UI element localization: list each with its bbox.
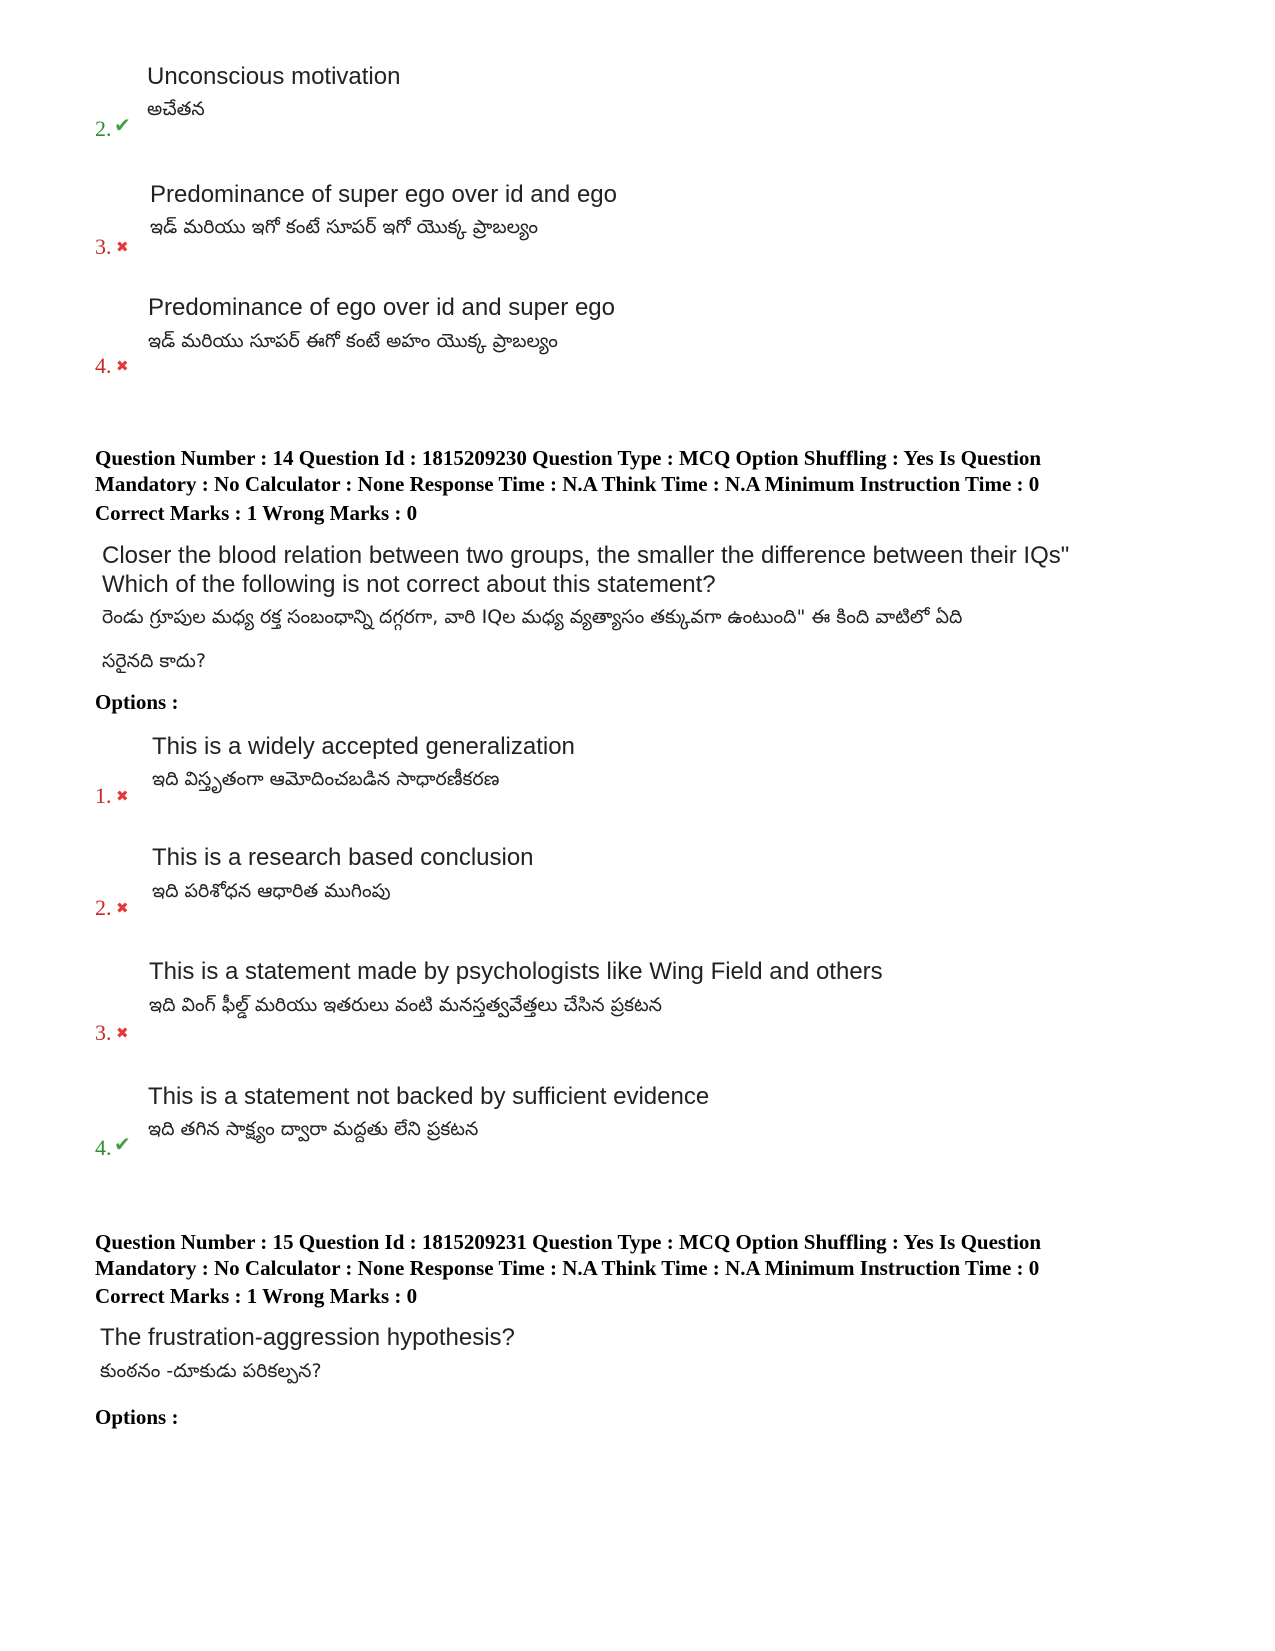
marks-text: Correct Marks : 1 Wrong Marks : 0 — [95, 1284, 418, 1308]
check-icon: ✔ — [114, 1132, 131, 1156]
option-text-en: This is a widely accepted generalization — [152, 733, 575, 760]
option-number: 4. — [95, 1135, 112, 1160]
cross-icon: ✖ — [116, 899, 129, 917]
check-icon: ✔ — [114, 113, 131, 137]
question-text-en: The frustration-aggression hypothesis? — [100, 1324, 515, 1351]
question-marks — [95, 1283, 1195, 1309]
cross-icon: ✖ — [116, 787, 129, 805]
option-text-te: ఇది విస్తృతంగా ఆమోదించబడిన సాధారణీకరణ — [152, 768, 500, 790]
option-text-en: This is a research based conclusion — [152, 844, 534, 871]
meta-line: Question Number : 15 Question Id : 1815209231 Question Type : MCQ Option Shuffling : Yes Is Question — [95, 1230, 1042, 1254]
option-text-te: ఇడ్ మరియు సూపర్ ఈగో కంటే అహం యొక్క ప్రాబల్యం — [148, 330, 558, 352]
question-text-te: సరైనది కాదు? — [102, 650, 206, 672]
meta-line: Mandatory : No Calculator : None Response Time : N.A Think Time : N.A Minimum Instruction Time : 0 — [95, 472, 1040, 496]
question-text-en: Closer the blood relation between two groups, the smaller the difference between their IQs" — [102, 542, 1070, 569]
cross-icon: ✖ — [116, 1024, 129, 1042]
meta-line: Question Number : 14 Question Id : 1815209230 Question Type : MCQ Option Shuffling : Yes Is Question — [95, 446, 1042, 470]
question-text-te: కుంఠనం -దూకుడు పరికల్పన? — [100, 1360, 322, 1382]
marks-text: Correct Marks : 1 Wrong Marks : 0 — [95, 501, 418, 525]
meta-line: Mandatory : No Calculator : None Response Time : N.A Think Time : N.A Minimum Instruction Time : 0 — [95, 1256, 1040, 1280]
options-label: Options : — [95, 690, 179, 714]
option-number: 4. — [95, 353, 112, 378]
option-text-te: ఇది తగిన సాక్ష్యం ద్వారా మద్దతు లేని ప్రకటన — [148, 1118, 479, 1140]
option-number: 2. — [95, 116, 112, 141]
option-text-te: ఇది పరిశోధన ఆధారిత ముగింపు — [152, 880, 391, 902]
option-text-en: Unconscious motivation — [147, 63, 401, 90]
option-text-en: This is a statement made by psychologists like Wing Field and others — [149, 958, 883, 985]
question-marks — [95, 500, 1195, 526]
cross-icon: ✖ — [116, 238, 129, 256]
options-label: Options : — [95, 1405, 179, 1429]
option-text-te: అచేతన — [147, 98, 205, 120]
cross-icon: ✖ — [116, 357, 129, 375]
question-meta — [95, 445, 1195, 497]
option-text-en: Predominance of ego over id and super ego — [148, 294, 615, 321]
option-text-en: This is a statement not backed by sufficient evidence — [148, 1083, 710, 1110]
option-text-te: ఇడ్ మరియు ఇగో కంటే సూపర్ ఇగో యొక్క ప్రాబల్యం — [150, 216, 539, 238]
option-number: 3. — [95, 1020, 112, 1045]
question-meta — [95, 1229, 1195, 1281]
option-text-te: ఇది వింగ్ ఫీల్డ్ మరియు ఇతరులు వంటి మనస్తత్వవేత్తలు చేసిన ప్రకటన — [149, 994, 663, 1016]
option-text-en: Predominance of super ego over id and ego — [150, 181, 617, 208]
option-number: 2. — [95, 895, 112, 920]
option-number: 3. — [95, 234, 112, 259]
question-text-te: రెండు గ్రూపుల మధ్య రక్త సంబంధాన్ని దగ్గరగా, వారి IQల మధ్య వ్యత్యాసం తక్కువగా ఉంటుంది" ఈ కింది వాటిలో ఏది — [102, 606, 963, 628]
option-number: 1. — [95, 783, 112, 808]
question-text-en: Which of the following is not correct about this statement? — [102, 571, 716, 598]
